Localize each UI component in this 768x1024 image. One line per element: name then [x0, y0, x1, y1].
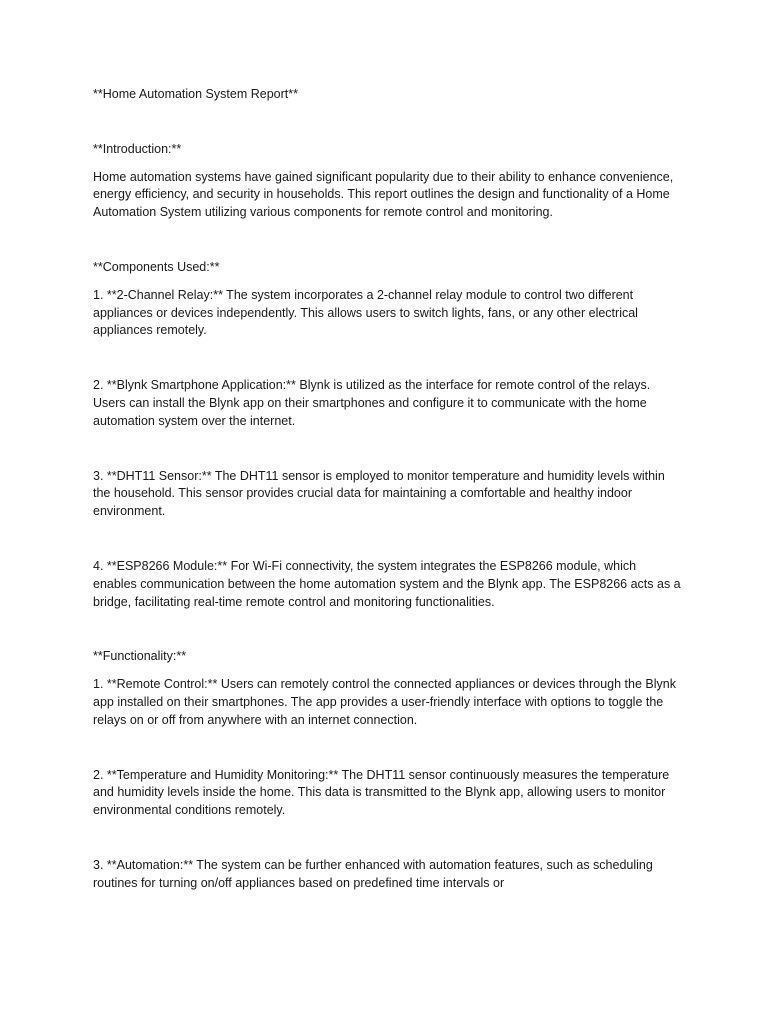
components-heading: **Components Used:**: [93, 259, 220, 274]
component-item-relay: 1. **2-Channel Relay:** The system incorporates a 2-channel relay module to control two different appliances or devices independently. This allows users to switch lights, fans, or any other electrical appliances remotely.: [93, 287, 638, 338]
document-body: [93, 86, 683, 893]
component-item-blynk: 2. **Blynk Smartphone Application:** Blynk is utilized as the interface for remote control of the relays. Users can install the Blynk app on their smartphones and configure it to communicate with the home automation system over the internet.: [93, 378, 651, 428]
component-item-esp8266: 4. **ESP8266 Module:** For Wi-Fi connectivity, the system integrates the ESP8266 module, which enables communication between the home automation system and the Blynk app. The ESP8266 acts as a bridge, facilitating real-time remote control and monitoring functionalities.: [93, 558, 681, 609]
document-title: **Home Automation System Report**: [93, 87, 298, 101]
introduction-heading: **Introduction:**: [93, 141, 182, 156]
functionality-item-automation: 3. **Automation:** The system can be further enhanced with automation features, such as scheduling routines for turning on/off appliances based on predefined time intervals or: [93, 857, 653, 890]
introduction-paragraph: Home automation systems have gained significant popularity due to their ability to enhance convenience, energy efficiency, and security in households. This report outlines the design and functionality of a Home Automation System utilizing various components for remote control and monitoring.: [93, 169, 674, 220]
functionality-item-remote-control: 1. **Remote Control:** Users can remotely control the connected appliances or devices through the Blynk app installed on their smartphones. The app provides a user-friendly interface with options to toggle the relays on or off from anywhere with an internet connection.: [93, 677, 676, 727]
functionality-heading: **Functionality:**: [93, 649, 187, 664]
component-item-dht11: 3. **DHT11 Sensor:** The DHT11 sensor is employed to monitor temperature and humidity levels within the household. This sensor provides crucial data for maintaining a comfortable and healthy indoor environment.: [93, 468, 665, 519]
functionality-item-monitoring: 2. **Temperature and Humidity Monitoring:** The DHT11 sensor continuously measures the temperature and humidity levels inside the home. This data is transmitted to the Blynk app, allowing users to monitor environmental conditions remotely.: [93, 767, 670, 818]
